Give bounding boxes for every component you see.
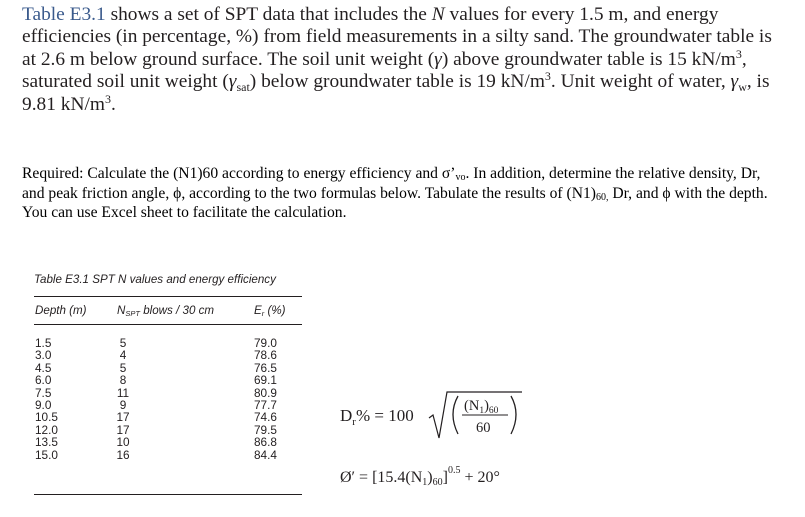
header-n-spt [117,304,214,317]
table-cell-energy: 74.6 [254,410,277,425]
table-cell-n: 11 [116,385,130,400]
table-cell-depth: 7.5 [35,385,52,400]
svg-text:Dr% = 100 [340,406,414,428]
table-cell-energy: 78.6 [254,348,277,363]
header-e-rest: (%) [264,304,286,317]
n-column [116,337,130,461]
dr-num-sub1: 1 [479,406,485,416]
table-cell-n: 4 [119,348,127,363]
right-paren [511,396,516,434]
w-subscript: w [738,80,747,95]
table-cell-energy: 76.5 [254,360,277,375]
problem-statement [22,4,790,116]
table-cell-n: 17 [116,410,130,425]
sixty-subscript: 60, [595,191,609,203]
table-cell-energy: 80.9 [254,385,277,400]
table-cell-energy: 79.0 [254,336,277,350]
cubed-exponent: 3 [104,91,111,106]
table-cell-depth: 4.5 [35,360,52,375]
vo-subscript: vo [455,172,466,183]
table-cell-depth: 3.0 [35,348,52,363]
table-cell-n: 16 [116,447,130,462]
depth-column [35,337,58,461]
dr-denominator: 60 [476,420,491,436]
dr-numerator: (N [464,398,480,414]
gamma-w-symbol: γ [730,71,739,93]
statement-text: . Unit weight of water, [550,71,731,93]
cubed-exponent: 3 [735,46,742,61]
dr-lhs-sub: r [352,416,356,428]
phi-rest: + 20° [460,469,500,486]
gamma-symbol: γ [434,48,442,70]
required-text: . In addition, determine the relative density, Dr, and peak friction angle, ϕ, according to the two formulas below. Tabulate the results of (N1) [22,165,761,202]
statement-text: ) below groundwater table is 19 kN/m [249,71,545,93]
table-cell-n: 8 [119,373,127,388]
cubed-exponent: 3 [544,69,551,84]
phi-mid: ) [427,469,433,486]
statement-text: , is 9.81 kN/m [22,71,770,115]
phi-sub1: 1 [422,477,428,488]
svg-text:Ø′ = [15.4(N1)60]0.5 + 20° [340,465,500,488]
table-cell-depth: 10.5 [35,410,58,425]
table-cell-n: 5 [119,336,127,350]
table-cell-energy: 84.4 [254,447,277,462]
svg-text:(N1)60 [464,398,499,416]
phi-exponent: 0.5 [447,465,461,476]
table-cell-energy: 86.8 [254,435,277,450]
header-energy [254,304,286,317]
left-paren [453,396,458,434]
required-text: Required: Calculate the (N1)60 according to energy efficiency and σ’ [22,165,456,182]
table-cell-energy: 69.1 [254,373,277,388]
header-n-main: N [117,304,126,317]
statement-text: values for every 1.5 m, and energy efficiencies (in percentage, %) from field measurements in a silty sand. The groundwater table is at 2.6 m below ground surface. The soil unit weight ( [22,4,772,70]
table-cell-n: 10 [116,435,130,450]
table-header-rule [34,324,302,325]
phi-lhs: Ø′ = [15.4(N [340,469,423,486]
table-cell-energy: 79.5 [254,422,277,437]
energy-column [254,337,277,461]
table-reference: Table E3.1 [22,4,106,25]
required-statement [22,164,782,223]
table-cell-n: 5 [119,360,127,375]
phi-close: ] [442,469,448,486]
dr-num-sub2: 60 [488,406,499,416]
table-top-rule [34,296,302,297]
statement-text: . [110,93,116,115]
dr-lhs-rest: % = 100 [355,406,414,425]
header-depth: Depth (m) [35,304,87,317]
relative-density-formula [340,388,530,444]
table-cell-depth: 15.0 [35,447,58,462]
table-cell-energy: 77.7 [254,397,277,412]
table-cell-n: 9 [119,397,127,412]
required-text: Dr, and ϕ with the depth. You can use Excel sheet to facilitate the calculation. [22,184,768,222]
table-cell-depth: 13.5 [35,435,58,450]
phi-sub2: 60 [432,477,443,488]
n-symbol: N [431,4,445,25]
table-cell-depth: 1.5 [35,336,52,350]
statement-text: ) above groundwater table is 15 kN/m [441,48,736,70]
friction-angle-formula [340,458,560,494]
table-cell-depth: 12.0 [35,422,58,437]
table-cell-n: 17 [116,422,130,437]
table-bottom-rule [34,494,302,495]
dr-num-rest: ) [484,398,489,414]
table-cell-depth: 9.0 [35,397,52,412]
table-caption: Table E3.1 SPT N values and energy efficiency [34,273,276,286]
gamma-sat-symbol: γ [228,71,237,93]
header-e-sub: r [261,309,265,318]
sat-subscript: sat [236,80,250,95]
statement-text: , saturated soil unit weight ( [22,48,747,93]
header-e-main: E [254,304,262,317]
header-n-sub: SPT [125,309,140,318]
dr-lhs: D [340,406,353,425]
header-n-rest: blows / 30 cm [139,304,215,317]
statement-text: shows a set of SPT data that includes the [105,4,432,25]
table-cell-depth: 6.0 [35,373,52,388]
